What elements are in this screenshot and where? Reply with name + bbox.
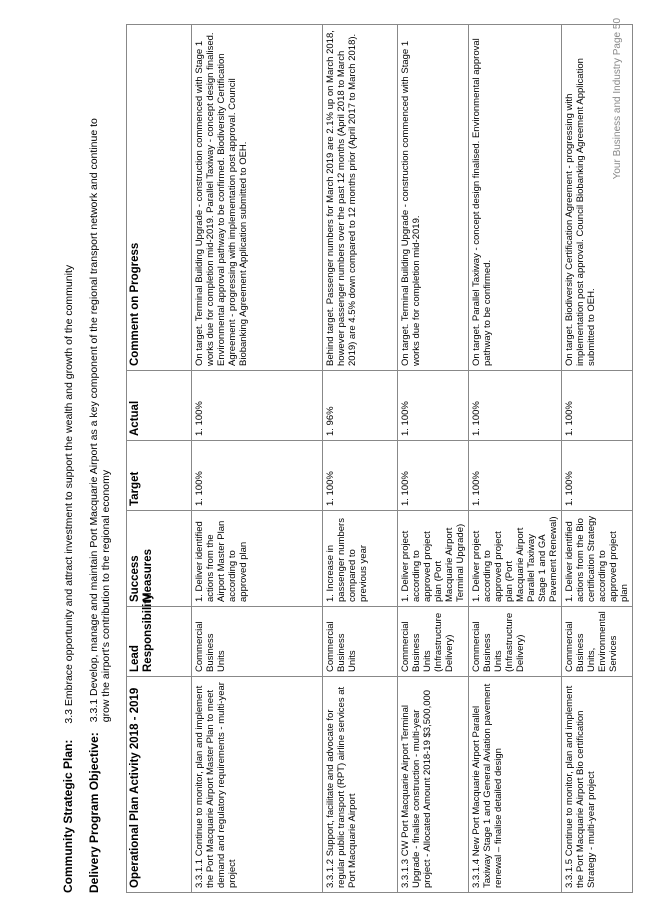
cell-lead: Commercial Business Units (Infrastructure Delivery) bbox=[469, 607, 562, 677]
page-footer: Your Business and Industry Page 50 bbox=[612, 18, 623, 180]
cell-actual: 1. 100% bbox=[192, 371, 323, 441]
cell-lead: Commercial Business Units (Infrastructure Delivery) bbox=[398, 607, 469, 677]
cell-comment: On target. Parallel Taxiway - concept design finalised. Environmental approval pathway to be confirmed. bbox=[469, 25, 562, 371]
cell-measures: 1. Increase in passenger numbers compared to previous year bbox=[323, 511, 398, 607]
col-header-measures: Success Measures bbox=[127, 511, 192, 607]
objective-text: 3.3.1 Develop, manage and maintain Port Macquarie Airport as a key component of the regional transport network and continue to grow the airport's contribution to the regional economy bbox=[88, 118, 112, 723]
cell-actual: 1. 100% bbox=[562, 371, 633, 441]
strategic-plan-line bbox=[62, 265, 76, 893]
cell-measures: 1. Deliver project according to approved project plan (Port Macquarie Airport Parallel Taxiway Stage 1 and GA Pavement Renewal) bbox=[469, 511, 562, 607]
table-row bbox=[469, 25, 562, 893]
cell-activity: 3.3.1.1 Continue to monitor, plan and implement the Port Macquarie Airport Master Plan to meet demand and regulatory requirements - multi-year project bbox=[192, 677, 323, 893]
table-header-row bbox=[127, 25, 192, 893]
strategic-plan-label: Community Strategic Plan: bbox=[61, 739, 75, 893]
cell-comment: On target. Terminal Building Upgrade - construction commenced with Stage 1 works due for completion mid-2019. Parallel Taxiway - concept design finalised. Environmental approval pathway to be confirmed. Biodiversity Certification Agreement - progressing with implementation post approval. Council Biobanking Agreement Application submitted to OEH. bbox=[192, 25, 323, 371]
cell-comment: Behind target. Passenger numbers for March 2019 are 2.1% up on March 2018, however passenger numbers over the past 12 months (April 2018 to March 2019) are 4.5% down compared to 12 months prior (April 2017 to March 2018). bbox=[323, 25, 398, 371]
col-header-target: Target bbox=[127, 441, 192, 511]
col-header-actual: Actual bbox=[127, 371, 192, 441]
cell-activity: 3.3.1.2 Support, facilitate and advocate for regular public transport (RPT) airline services at Port Macquarie Airport bbox=[323, 677, 398, 893]
cell-target: 1. 100% bbox=[562, 441, 633, 511]
col-header-lead: Lead Responsibility bbox=[127, 607, 192, 677]
table-row bbox=[192, 25, 323, 893]
cell-actual: 1. 96% bbox=[323, 371, 398, 441]
table-row bbox=[323, 25, 398, 893]
cell-measures: 1. Deliver identified actions from the Airport Master Plan according to approved plan bbox=[192, 511, 323, 607]
cell-measures: 1. Deliver project according to approved project plan (Port Macquarie Airport Terminal Upgrade) bbox=[398, 511, 469, 607]
cell-lead: Commercial Business Units bbox=[192, 607, 323, 677]
cell-actual: 1. 100% bbox=[469, 371, 562, 441]
cell-actual: 1. 100% bbox=[398, 371, 469, 441]
cell-target: 1. 100% bbox=[469, 441, 562, 511]
cell-activity: 3.3.1.5 Continue to monitor, plan and implement the Port Macquarie Airport Bio certification Strategy - multi-year project bbox=[562, 677, 633, 893]
operational-plan-table bbox=[126, 24, 633, 893]
cell-lead: Commercial Business Units bbox=[323, 607, 398, 677]
objective-line bbox=[88, 13, 112, 893]
objective-label: Delivery Program Objective: bbox=[87, 732, 101, 893]
strategic-plan-text: 3.3 Embrace opportunity and attract investment to support the wealth and growth of the community bbox=[63, 264, 75, 724]
cell-target: 1. 100% bbox=[192, 441, 323, 511]
cell-activity: 3.3.1.3 CW Port Macquarie Airport Terminal Upgrade - finalise construction - multi-year project - Allocated Amount 2018-19 $3,500,000 bbox=[398, 677, 469, 893]
cell-activity: 3.3.1.4 New Port Macquarie Airport Parallel Taxiway Stage 1 and General Aviation pavement renewal – finalise detailed design bbox=[469, 677, 562, 893]
col-header-activity: Operational Plan Activity 2018 - 2019 bbox=[127, 677, 192, 893]
cell-lead: Commercial Business Units, Environmental Services bbox=[562, 607, 633, 677]
col-header-comment: Comment on Progress bbox=[127, 25, 192, 371]
table-row bbox=[398, 25, 469, 893]
cell-target: 1. 100% bbox=[398, 441, 469, 511]
cell-comment: On target. Terminal Building Upgrade - construction commenced with Stage 1 works due for completion mid-2019. bbox=[398, 25, 469, 371]
cell-measures: 1. Deliver identified actions from the Bio certification Strategy according to approved project plan bbox=[562, 511, 633, 607]
cell-target: 1. 100% bbox=[323, 441, 398, 511]
cell-comment: On target. Biodiversity Certification Agreement - progressing with implementation post approval. Council Biobanking Agreement Application submitted to OEH. bbox=[562, 25, 633, 371]
